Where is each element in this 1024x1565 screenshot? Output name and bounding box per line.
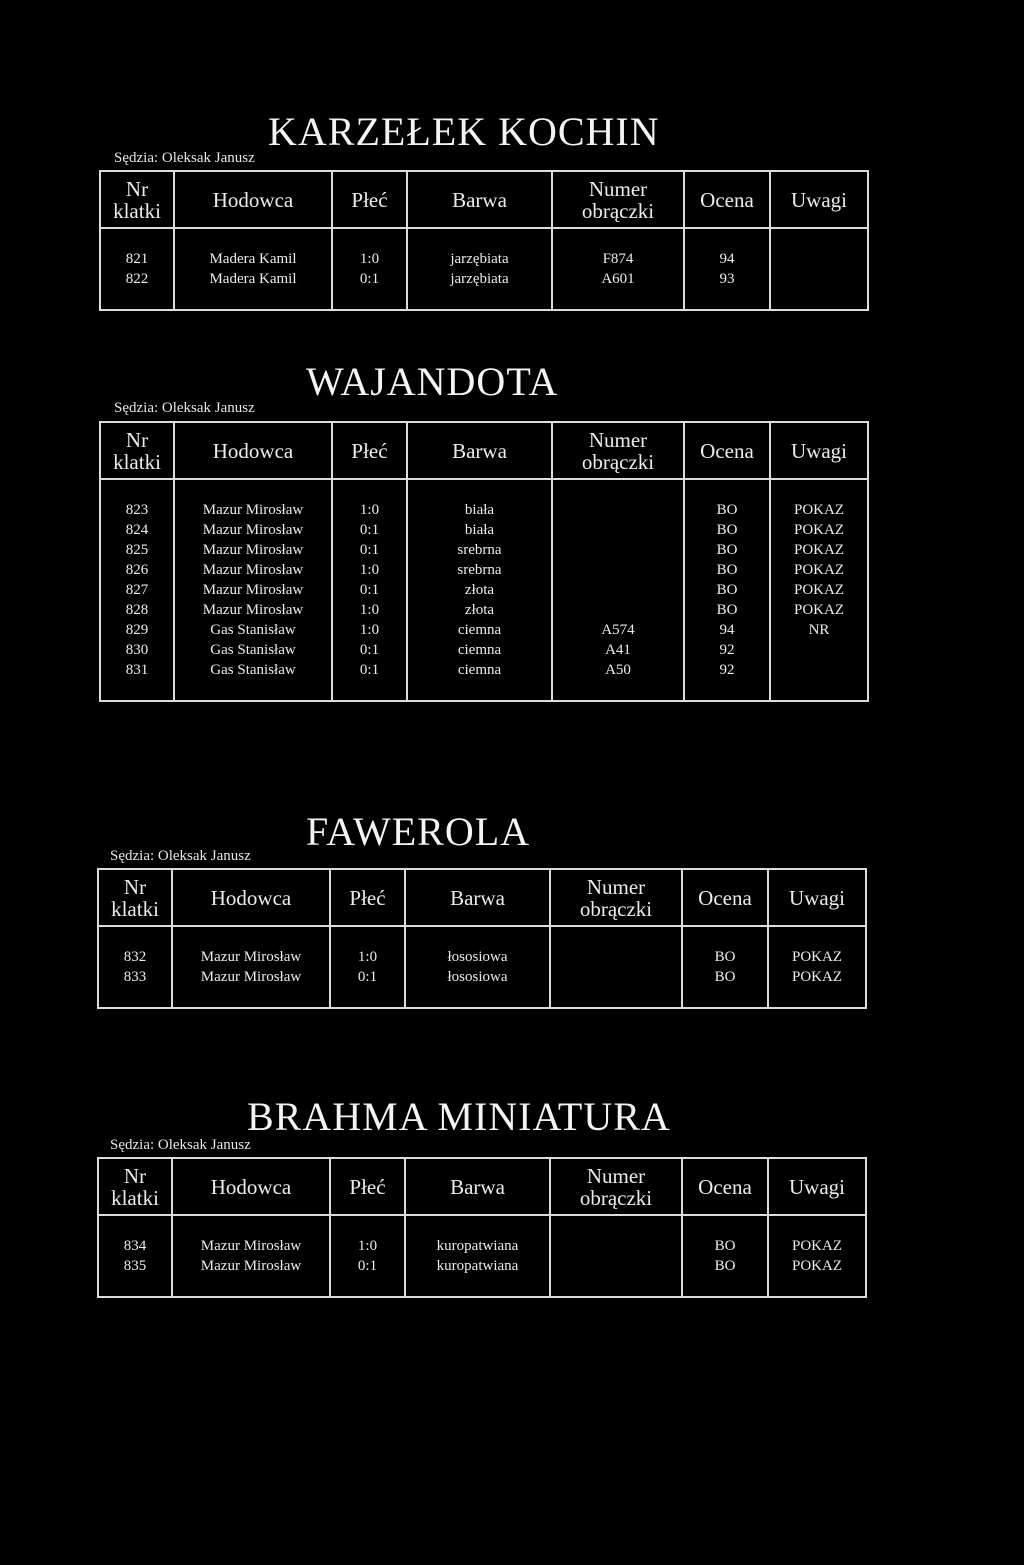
col-header-uwagi: Uwagi — [770, 422, 868, 479]
cell-uwagi — [770, 640, 868, 660]
col-header-hodowca: Hodowca — [174, 171, 332, 228]
cell-numer: F874 — [552, 249, 684, 269]
cell-uwagi: POKAZ — [770, 540, 868, 560]
cell-uwagi: POKAZ — [770, 500, 868, 520]
cell-plec: 1:0 — [332, 560, 407, 580]
section-title: KARZEŁEK KOCHIN — [268, 109, 660, 154]
cell-nr: 822 — [100, 269, 174, 289]
cell-numer — [552, 600, 684, 620]
header-row — [100, 171, 868, 228]
cell-barwa: biała — [407, 520, 552, 540]
cell-uwagi: POKAZ — [770, 600, 868, 620]
cell-nr: 834 — [98, 1236, 172, 1256]
cell-hodowca: Gas Stanisław — [174, 660, 332, 680]
cell-nr: 829 — [100, 620, 174, 640]
table-row — [100, 660, 868, 680]
cell-uwagi: POKAZ — [770, 580, 868, 600]
cell-ocena: 92 — [684, 640, 770, 660]
col-header-uwagi: Uwagi — [768, 1158, 866, 1215]
cell-ocena: 94 — [684, 249, 770, 269]
table-row — [100, 600, 868, 620]
cell-plec: 0:1 — [330, 1256, 405, 1276]
cell-nr: 830 — [100, 640, 174, 660]
cell-barwa: srebrna — [407, 560, 552, 580]
cell-barwa: łososiowa — [405, 967, 550, 987]
cell-barwa: biała — [407, 500, 552, 520]
cell-numer — [552, 540, 684, 560]
cell-numer: A50 — [552, 660, 684, 680]
cell-hodowca: Mazur Mirosław — [174, 560, 332, 580]
cell-hodowca: Madera Kamil — [174, 249, 332, 269]
table-row — [100, 269, 868, 289]
cell-hodowca: Mazur Mirosław — [174, 520, 332, 540]
col-header-numer: Numer obrączki — [552, 422, 684, 479]
col-header-nr: Nr klatki — [98, 1158, 172, 1215]
judge-label: Sędzia: Oleksak Janusz — [110, 1137, 251, 1153]
cell-hodowca: Madera Kamil — [174, 269, 332, 289]
header-row — [98, 869, 866, 926]
cell-barwa: łososiowa — [405, 947, 550, 967]
col-header-ocena: Ocena — [682, 1158, 768, 1215]
cell-plec: 0:1 — [330, 967, 405, 987]
cell-hodowca: Mazur Mirosław — [172, 1256, 330, 1276]
table-row — [100, 620, 868, 640]
cell-ocena: 94 — [684, 620, 770, 640]
cell-plec: 0:1 — [332, 520, 407, 540]
cell-barwa: kuropatwiana — [405, 1256, 550, 1276]
col-header-hodowca: Hodowca — [172, 1158, 330, 1215]
col-header-plec: Płeć — [332, 422, 407, 479]
cell-hodowca: Gas Stanisław — [174, 640, 332, 660]
results-table — [99, 170, 869, 311]
cell-barwa: jarzębiata — [407, 249, 552, 269]
cell-plec: 0:1 — [332, 640, 407, 660]
cell-uwagi: POKAZ — [770, 520, 868, 540]
cell-hodowca: Mazur Mirosław — [172, 947, 330, 967]
table-row — [100, 560, 868, 580]
cell-ocena: BO — [684, 580, 770, 600]
cell-ocena: BO — [684, 520, 770, 540]
section-title: WAJANDOTA — [306, 359, 559, 404]
cell-uwagi: POKAZ — [768, 1256, 866, 1276]
cell-barwa: jarzębiata — [407, 269, 552, 289]
col-header-numer: Numer obrączki — [550, 1158, 682, 1215]
table-row — [100, 520, 868, 540]
col-header-uwagi: Uwagi — [768, 869, 866, 926]
header-row — [100, 422, 868, 479]
cell-hodowca: Mazur Mirosław — [174, 600, 332, 620]
cell-nr: 823 — [100, 500, 174, 520]
col-header-hodowca: Hodowca — [174, 422, 332, 479]
cell-nr: 828 — [100, 600, 174, 620]
cell-plec: 0:1 — [332, 269, 407, 289]
cell-uwagi — [770, 660, 868, 680]
cell-hodowca: Mazur Mirosław — [172, 967, 330, 987]
cell-uwagi: POKAZ — [768, 1236, 866, 1256]
cell-plec: 1:0 — [330, 947, 405, 967]
results-table — [99, 421, 869, 702]
cell-hodowca: Mazur Mirosław — [172, 1236, 330, 1256]
cell-ocena: BO — [684, 540, 770, 560]
cell-plec: 0:1 — [332, 660, 407, 680]
cell-plec: 1:0 — [330, 1236, 405, 1256]
cell-nr: 826 — [100, 560, 174, 580]
cell-numer — [552, 520, 684, 540]
col-header-nr: Nr klatki — [100, 422, 174, 479]
cell-numer: A41 — [552, 640, 684, 660]
cell-hodowca: Mazur Mirosław — [174, 500, 332, 520]
col-header-ocena: Ocena — [684, 422, 770, 479]
cell-hodowca: Mazur Mirosław — [174, 580, 332, 600]
col-header-numer: Numer obrączki — [550, 869, 682, 926]
col-header-uwagi: Uwagi — [770, 171, 868, 228]
cell-ocena: 92 — [684, 660, 770, 680]
section-title: BRAHMA MINIATURA — [247, 1094, 671, 1139]
col-header-hodowca: Hodowca — [172, 869, 330, 926]
cell-nr: 827 — [100, 580, 174, 600]
cell-uwagi: POKAZ — [770, 560, 868, 580]
table-row — [100, 540, 868, 560]
col-header-barwa: Barwa — [407, 422, 552, 479]
col-header-plec: Płeć — [330, 869, 405, 926]
cell-numer: A601 — [552, 269, 684, 289]
results-table — [97, 868, 867, 1009]
cell-nr: 824 — [100, 520, 174, 540]
section-title: FAWEROLA — [306, 809, 531, 854]
cell-barwa: kuropatwiana — [405, 1236, 550, 1256]
cell-numer: A574 — [552, 620, 684, 640]
table-row — [98, 1256, 866, 1276]
table-row — [98, 967, 866, 987]
cell-plec: 0:1 — [332, 580, 407, 600]
col-header-plec: Płeć — [332, 171, 407, 228]
cell-plec: 1:0 — [332, 600, 407, 620]
cell-ocena: BO — [682, 967, 768, 987]
cell-numer — [552, 560, 684, 580]
col-header-nr: Nr klatki — [98, 869, 172, 926]
cell-numer — [550, 1236, 682, 1256]
cell-nr: 825 — [100, 540, 174, 560]
cell-barwa: ciemna — [407, 660, 552, 680]
judge-label: Sędzia: Oleksak Janusz — [114, 400, 255, 416]
cell-barwa: złota — [407, 600, 552, 620]
cell-hodowca: Gas Stanisław — [174, 620, 332, 640]
cell-ocena: BO — [684, 600, 770, 620]
cell-plec: 0:1 — [332, 540, 407, 560]
cell-numer — [552, 580, 684, 600]
results-table — [97, 1157, 867, 1298]
cell-uwagi: POKAZ — [768, 947, 866, 967]
cell-nr: 821 — [100, 249, 174, 269]
cell-barwa: ciemna — [407, 640, 552, 660]
cell-ocena: BO — [684, 560, 770, 580]
cell-nr: 832 — [98, 947, 172, 967]
col-header-ocena: Ocena — [684, 171, 770, 228]
table-row — [98, 1236, 866, 1256]
cell-barwa: ciemna — [407, 620, 552, 640]
cell-ocena: BO — [682, 1236, 768, 1256]
cell-uwagi: POKAZ — [768, 967, 866, 987]
cell-numer — [550, 1256, 682, 1276]
col-header-ocena: Ocena — [682, 869, 768, 926]
cell-ocena: 93 — [684, 269, 770, 289]
cell-plec: 1:0 — [332, 249, 407, 269]
table-row — [100, 580, 868, 600]
table-row — [100, 640, 868, 660]
header-row — [98, 1158, 866, 1215]
cell-uwagi — [770, 269, 868, 289]
cell-plec: 1:0 — [332, 500, 407, 520]
judge-label: Sędzia: Oleksak Janusz — [110, 848, 251, 864]
cell-barwa: srebrna — [407, 540, 552, 560]
cell-ocena: BO — [684, 500, 770, 520]
col-header-plec: Płeć — [330, 1158, 405, 1215]
cell-ocena: BO — [682, 947, 768, 967]
cell-barwa: złota — [407, 580, 552, 600]
table-row — [100, 249, 868, 269]
table-row — [100, 500, 868, 520]
cell-uwagi — [770, 249, 868, 269]
cell-nr: 833 — [98, 967, 172, 987]
cell-plec: 1:0 — [332, 620, 407, 640]
col-header-barwa: Barwa — [405, 869, 550, 926]
col-header-barwa: Barwa — [405, 1158, 550, 1215]
cell-nr: 835 — [98, 1256, 172, 1276]
cell-hodowca: Mazur Mirosław — [174, 540, 332, 560]
col-header-barwa: Barwa — [407, 171, 552, 228]
cell-uwagi: NR — [770, 620, 868, 640]
cell-numer — [552, 500, 684, 520]
cell-numer — [550, 947, 682, 967]
cell-nr: 831 — [100, 660, 174, 680]
judge-label: Sędzia: Oleksak Janusz — [114, 150, 255, 166]
cell-numer — [550, 967, 682, 987]
table-row — [98, 947, 866, 967]
cell-ocena: BO — [682, 1256, 768, 1276]
col-header-numer: Numer obrączki — [552, 171, 684, 228]
col-header-nr: Nr klatki — [100, 171, 174, 228]
